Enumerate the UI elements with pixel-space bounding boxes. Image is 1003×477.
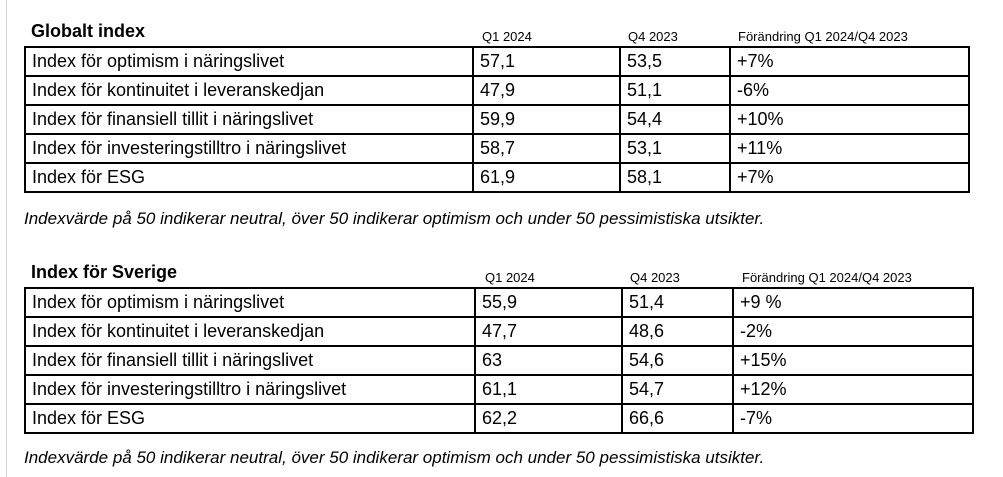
table-row xyxy=(25,404,973,433)
q4-value: 51,4 xyxy=(622,288,733,317)
global-index-title: Globalt index xyxy=(31,21,146,41)
table-row xyxy=(25,47,969,76)
sweden-footnote: Indexvärde på 50 indikerar neutral, över 50 indikerar optimism och under 50 pessimistiska utsikter. xyxy=(24,448,765,467)
table-row xyxy=(25,76,969,105)
global-col-header-q4-2023: Q4 2023 xyxy=(628,29,678,44)
global-footnote: Indexvärde på 50 indikerar neutral, över 50 indikerar optimism och under 50 pessimistiska utsikter. xyxy=(24,209,765,228)
sweden-col-header-q4-2023: Q4 2023 xyxy=(630,270,680,285)
page-frame-line xyxy=(6,0,7,477)
q1-value: 62,2 xyxy=(475,404,622,433)
sweden-header-row xyxy=(24,261,970,287)
q4-value: 54,7 xyxy=(622,375,733,404)
change-value: +9 % xyxy=(733,288,973,317)
row-label: Index för kontinuitet i leveranskedjan xyxy=(25,317,475,346)
row-label: Index för optimism i näringslivet xyxy=(25,288,475,317)
row-label: Index för kontinuitet i leveranskedjan xyxy=(25,76,473,105)
change-value: -2% xyxy=(733,317,973,346)
q4-value: 54,4 xyxy=(620,105,730,134)
change-value: +7% xyxy=(730,47,969,76)
table-row xyxy=(25,288,973,317)
global-index-table xyxy=(24,46,970,193)
table-row xyxy=(25,105,969,134)
q1-value: 61,9 xyxy=(473,163,620,192)
change-value: +10% xyxy=(730,105,969,134)
row-label: Index för finansiell tillit i näringslivet xyxy=(25,105,473,134)
q1-value: 47,7 xyxy=(475,317,622,346)
row-label: Index för investeringstilltro i näringslivet xyxy=(25,375,475,404)
q1-value: 57,1 xyxy=(473,47,620,76)
row-label: Index för optimism i näringslivet xyxy=(25,47,473,76)
change-value: +15% xyxy=(733,346,973,375)
table-row xyxy=(25,346,973,375)
global-header-row xyxy=(24,20,970,46)
q1-value: 55,9 xyxy=(475,288,622,317)
q4-value: 53,1 xyxy=(620,134,730,163)
global-col-header-q1-2024: Q1 2024 xyxy=(482,29,532,44)
q4-value: 51,1 xyxy=(620,76,730,105)
q1-value: 61,1 xyxy=(475,375,622,404)
change-value: +12% xyxy=(733,375,973,404)
change-value: +11% xyxy=(730,134,969,163)
q4-value: 66,6 xyxy=(622,404,733,433)
row-label: Index för ESG xyxy=(25,163,473,192)
q4-value: 58,1 xyxy=(620,163,730,192)
table-row xyxy=(25,134,969,163)
sweden-index-section xyxy=(24,261,970,434)
global-col-header-change: Förändring Q1 2024/Q4 2023 xyxy=(738,29,908,44)
q4-value: 54,6 xyxy=(622,346,733,375)
table-row xyxy=(25,163,969,192)
sweden-col-header-change: Förändring Q1 2024/Q4 2023 xyxy=(742,270,912,285)
row-label: Index för finansiell tillit i näringslivet xyxy=(25,346,475,375)
row-label: Index för investeringstilltro i näringslivet xyxy=(25,134,473,163)
table-row xyxy=(25,317,973,346)
change-value: -6% xyxy=(730,76,969,105)
sweden-col-header-q1-2024: Q1 2024 xyxy=(485,270,535,285)
sweden-index-title: Index för Sverige xyxy=(31,262,178,282)
q4-value: 53,5 xyxy=(620,47,730,76)
q1-value: 47,9 xyxy=(473,76,620,105)
q1-value: 58,7 xyxy=(473,134,620,163)
q1-value: 59,9 xyxy=(473,105,620,134)
change-value: -7% xyxy=(733,404,973,433)
global-index-section xyxy=(24,20,970,193)
change-value: +7% xyxy=(730,163,969,192)
q4-value: 48,6 xyxy=(622,317,733,346)
sweden-index-table xyxy=(24,287,974,434)
q1-value: 63 xyxy=(475,346,622,375)
table-row xyxy=(25,375,973,404)
row-label: Index för ESG xyxy=(25,404,475,433)
